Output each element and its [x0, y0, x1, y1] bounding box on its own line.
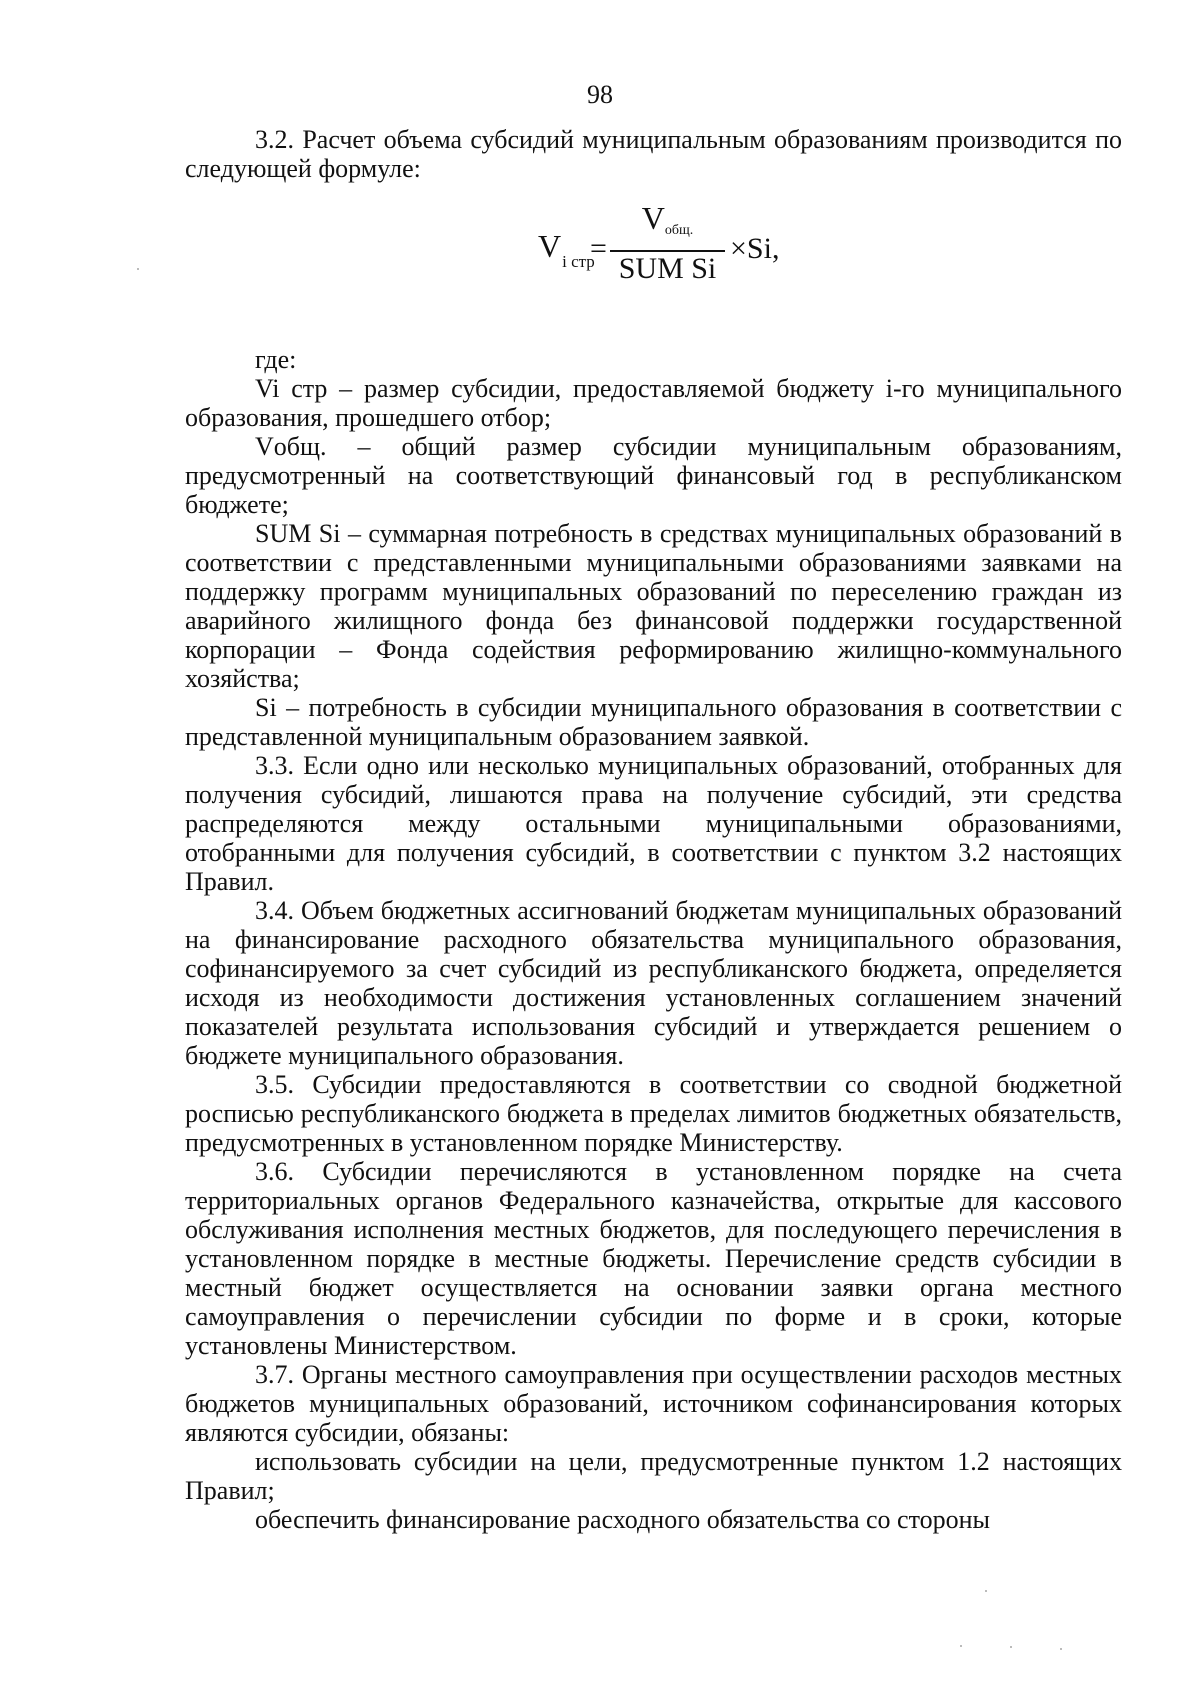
- scan-speck: [137, 268, 139, 270]
- document-body: [185, 125, 1122, 1534]
- paragraph-3-7-item-1: использовать субсидии на цели, предусмотренные пунктом 1.2 настоящих Правил;: [185, 1447, 1122, 1505]
- formula-lhs-subscript: i стр: [562, 252, 595, 271]
- definition-sum-si: SUM Si – суммарная потребность в средствах муниципальных образований в соответствии с представленными муниципальными образованиями заявками на поддержку программ муниципальных образований по переселению граждан из аварийного жилищного фонда без финансовой поддержки государственной корпорации – Фонда содействия реформированию жилищно-коммунального хозяйства;: [185, 519, 1122, 693]
- page-number: 98: [587, 80, 613, 109]
- definition-v-obshch: Vобщ. – общий размер субсидии муниципальным образованиям, предусмотренный на соответствующий финансовый год в республиканском бюджете;: [185, 432, 1122, 519]
- formula-numerator: [610, 200, 725, 240]
- formula-lhs-main: V: [538, 228, 562, 264]
- formula-equals: =: [590, 232, 607, 265]
- scan-speck: [1060, 1648, 1062, 1650]
- formula-denominator: SUM Si: [618, 252, 717, 285]
- paragraph-3-6: 3.6. Субсидии перечисляются в установленном порядке на счета территориальных органов Федерального казначейства, открытые для кассового обслуживания исполнения местных бюджетов, для последующего перечисления в установленном порядке в местные бюджеты. Перечисление средств субсидии в местный бюджет осуществляется на основании заявки органа местного самоуправления о перечислении субсидии по форме и в сроки, которые установлены Министерством.: [185, 1157, 1122, 1360]
- paragraph-3-5: 3.5. Субсидии предоставляются в соответствии со сводной бюджетной росписью республиканского бюджета в пределах лимитов бюджетных обязательств, предусмотренных в установленном порядке Министерству.: [185, 1070, 1122, 1157]
- formula-block: [185, 183, 1122, 333]
- paragraph-3-2: 3.2. Расчет объема субсидий муниципальным образованиям производится по следующей формуле:: [185, 125, 1122, 183]
- paragraph-3-3: 3.3. Если одно или несколько муниципальных образований, отобранных для получения субсидий, лишаются права на получение субсидий, эти средства распределяются между остальными муниципальными образованиями, отобранными для получения субсидий, в соответствии с пунктом 3.2 настоящих Правил.: [185, 751, 1122, 896]
- where-label: где:: [255, 345, 297, 374]
- paragraph-3-7-item-2: обеспечить финансирование расходного обязательства со стороны: [255, 1505, 990, 1534]
- formula-numerator-subscript: общ.: [664, 223, 694, 238]
- formula-multiplier: ×Si,: [730, 232, 780, 265]
- paragraph-3-7: 3.7. Органы местного самоуправления при осуществлении расходов местных бюджетов муниципальных образований, источником софинансирования которых являются субсидии, обязаны:: [185, 1360, 1122, 1447]
- scan-speck: [960, 1645, 962, 1647]
- formula-numerator-main: V: [641, 200, 665, 236]
- definition-si: Si – потребность в субсидии муниципального образования в соответствии с представленной муниципальным образованием заявкой.: [185, 693, 1122, 751]
- formula-lhs: [538, 228, 595, 271]
- definition-vi-str: Vi стр – размер субсидии, предоставляемой бюджету i-го муниципального образования, прошедшего отбор;: [185, 374, 1122, 432]
- scan-speck: [985, 1590, 987, 1592]
- paragraph-3-4: 3.4. Объем бюджетных ассигнований бюджетам муниципальных образований на финансирование расходного обязательства муниципального образования, софинансируемого за счет субсидий из республиканского бюджета, определяется исходя из необходимости достижения установленных соглашением значений показателей результата использования субсидий и утверждается решением о бюджете муниципального образования.: [185, 896, 1122, 1070]
- scan-speck: [1010, 1646, 1012, 1648]
